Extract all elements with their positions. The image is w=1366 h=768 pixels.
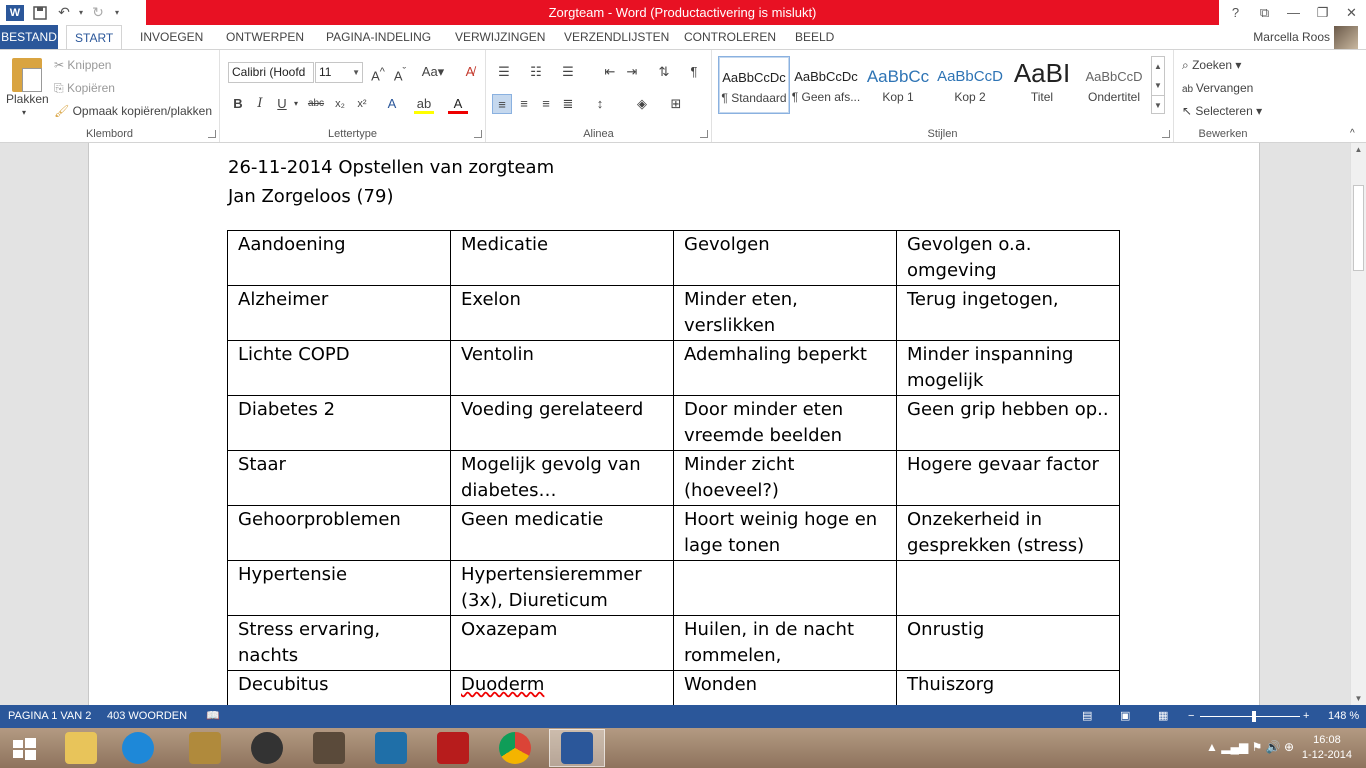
line-spacing-icon[interactable]: ↕	[596, 96, 604, 111]
word-count[interactable]: 403 WOORDEN	[107, 710, 188, 722]
table-cell[interactable]: Hypertensie	[228, 561, 451, 616]
table-cell[interactable]: Minder eten, verslikken	[674, 286, 897, 341]
paragraph-launcher-icon[interactable]	[700, 130, 708, 138]
copy-button[interactable]: ⎘ Kopiëren	[54, 81, 115, 95]
table-cell[interactable]: Decubitus	[228, 671, 451, 706]
change-case-icon[interactable]: Aa▾	[421, 64, 445, 79]
text-effects-icon[interactable]: A	[387, 96, 397, 111]
find-button[interactable]: ⌕ Zoeken ▾	[1182, 58, 1242, 72]
binoculars-icon: ⌕	[1182, 58, 1193, 72]
more-styles-icon[interactable]: ▼	[1152, 95, 1164, 115]
avatar[interactable]	[1334, 26, 1358, 49]
shrink-font-icon[interactable]: $A^ˇ$	[393, 66, 407, 84]
clipboard-group	[0, 50, 220, 142]
decrease-indent-icon[interactable]: ⇤	[604, 64, 616, 79]
internet-explorer-icon[interactable]	[122, 732, 154, 764]
table-cell[interactable]: Hoort weinig hoge en lage tonen	[674, 506, 897, 561]
style-titel[interactable]: AaBI Titel	[1013, 60, 1071, 104]
table-cell[interactable]: Staar	[228, 451, 451, 506]
style-geen-afstand[interactable]: AaBbCcDc ¶ Geen afs...	[791, 69, 861, 104]
chevron-down-icon[interactable]: ▼	[1154, 81, 1162, 90]
print-layout-icon[interactable]: ▣	[1120, 710, 1131, 722]
table-cell[interactable]: Stress ervaring, nachts	[228, 616, 451, 671]
document-area	[0, 143, 1350, 705]
table-cell[interactable]: Onzekerheid in gesprekken (stress)	[897, 506, 1120, 561]
volume-icon[interactable]: 🔊	[1265, 740, 1284, 754]
table-row	[228, 286, 1120, 341]
borders-icon[interactable]: ⊞	[670, 96, 682, 111]
document-page[interactable]	[88, 143, 1260, 705]
page-count[interactable]: PAGINA 1 VAN 2	[8, 710, 92, 722]
scroll-thumb[interactable]	[1353, 185, 1364, 271]
read-mode-icon[interactable]: ▤	[1082, 710, 1093, 722]
table-cell[interactable]: Onrustig	[897, 616, 1120, 671]
close-button[interactable]: ✕	[1346, 5, 1357, 20]
underline-icon[interactable]: U	[277, 96, 287, 111]
tray-arrow-icon[interactable]: ▲	[1206, 740, 1222, 754]
table-cell[interactable]: Hogere gevaar factor	[897, 451, 1120, 506]
ribbon	[0, 49, 1366, 143]
app-icon-1[interactable]	[189, 732, 221, 764]
table-row	[228, 671, 1120, 706]
tab-bestand[interactable]: BESTAND	[0, 25, 58, 49]
table-cell[interactable]: Gehoorproblemen	[228, 506, 451, 561]
editing-label: Bewerken	[1198, 128, 1248, 140]
zoom-level[interactable]: 148 %	[1328, 710, 1360, 722]
table-cell[interactable]: Door minder eten vreemde beelden	[674, 396, 897, 451]
clear-formatting-icon[interactable]: A̸	[465, 64, 475, 79]
table-cell[interactable]: Ademhaling beperkt	[674, 341, 897, 396]
font-color-icon[interactable]: A	[448, 94, 468, 114]
subscript-icon[interactable]: x₂	[335, 98, 345, 110]
scroll-up-icon[interactable]: ▲	[1354, 145, 1363, 154]
table-cell[interactable]: Huilen, in de nacht rommelen,	[674, 616, 897, 671]
format-painter-button[interactable]: 🖌 Opmaak kopiëren/plakken	[54, 104, 212, 118]
tab-pagina-indeling[interactable]: PAGINA-INDELING	[326, 30, 432, 44]
table-row	[228, 231, 1120, 286]
word-taskbar-icon[interactable]	[561, 732, 593, 764]
cursor-icon: ↖	[1182, 104, 1196, 118]
paragraph-label: Alinea	[583, 128, 614, 140]
styles-label: Stijlen	[927, 128, 958, 140]
zoom-slider[interactable]	[1200, 716, 1300, 717]
paste-dropdown-icon[interactable]: ▾	[22, 108, 27, 117]
clipboard-launcher-icon[interactable]	[208, 130, 216, 138]
select-button[interactable]: ↖ Selecteren ▾	[1182, 104, 1263, 118]
misspelled-word[interactable]: Duoderm	[461, 674, 545, 695]
settings-app-icon[interactable]	[375, 732, 407, 764]
table-cell[interactable]: Alzheimer	[228, 286, 451, 341]
table-cell[interactable]: Medicatie	[451, 231, 674, 286]
table-cell[interactable]: Aandoening	[228, 231, 451, 286]
tab-controleren[interactable]: CONTROLEREN	[684, 30, 777, 44]
copy-icon: ⎘	[54, 81, 67, 95]
table-cell[interactable]: Geen grip hebben op..	[897, 396, 1120, 451]
vertical-scrollbar[interactable]	[1350, 143, 1366, 705]
table-row	[228, 451, 1120, 506]
strikethrough-icon[interactable]: abc	[307, 98, 325, 109]
align-left-icon[interactable]: ≡	[492, 94, 512, 114]
editing-group	[1174, 50, 1272, 142]
undo-dropdown-icon[interactable]: ▾	[78, 8, 83, 17]
table-cell[interactable]: Hypertensieremmer (3x), Diureticum	[451, 561, 674, 616]
tab-beeld[interactable]: BEELD	[795, 30, 835, 44]
multilevel-list-icon[interactable]: ☰	[562, 64, 574, 79]
table-cell[interactable]: Gevolgen	[674, 231, 897, 286]
doc-heading-line[interactable]: 26-11-2014 Opstellen van zorgteam	[228, 157, 555, 178]
tab-verzendlijsten[interactable]: VERZENDLIJSTEN	[564, 30, 670, 44]
font-label: Lettertype	[328, 128, 377, 140]
clipboard-label: Klembord	[85, 128, 134, 140]
table-cell[interactable]	[897, 561, 1120, 616]
ribbon-display-button[interactable]: ⧉	[1259, 5, 1270, 20]
highlight-icon[interactable]: ab	[414, 94, 434, 114]
zoom-in-button[interactable]: +	[1303, 710, 1310, 722]
proofing-icon[interactable]: 📖	[206, 710, 220, 722]
underline-dropdown-icon[interactable]: ▾	[293, 99, 298, 108]
table-cell[interactable]: Diabetes 2	[228, 396, 451, 451]
table-cell[interactable]: Oxazepam	[451, 616, 674, 671]
tab-start[interactable]: START	[66, 25, 122, 50]
customize-qat-icon[interactable]: ▾	[114, 8, 119, 17]
table-cell[interactable]: Minder zicht (hoeveel?)	[674, 451, 897, 506]
replace-icon: ab	[1182, 84, 1196, 95]
chevron-down-icon: ▼	[352, 68, 360, 77]
window-controls	[1221, 0, 1366, 25]
title-bar	[0, 0, 1366, 25]
table-cell[interactable]	[674, 561, 897, 616]
doc-patient-line[interactable]: Jan Zorgeloos (79)	[228, 186, 394, 207]
align-right-icon[interactable]: ≡	[542, 96, 550, 111]
paste-icon[interactable]	[12, 58, 42, 92]
clock[interactable]	[1302, 733, 1352, 763]
tab-invoegen[interactable]: INVOEGEN	[140, 30, 204, 44]
taskbar	[0, 728, 1366, 768]
cut-button[interactable]: ✂ Knippen	[54, 58, 112, 72]
style-kop-2[interactable]: AaBbCcD Kop 2	[937, 68, 1003, 104]
start-icon[interactable]	[8, 732, 40, 764]
tab-verwijzingen[interactable]: VERWIJZINGEN	[455, 30, 546, 44]
user-name[interactable]: Marcella Roos	[1253, 30, 1330, 44]
font-size-combo[interactable]: 11 ▼	[315, 62, 363, 83]
table-cell[interactable]: Ventolin	[451, 341, 674, 396]
scissors-icon: ✂	[54, 58, 68, 72]
speaker-app-icon[interactable]	[251, 732, 283, 764]
align-center-icon[interactable]: ≡	[520, 96, 528, 111]
style-kop-1[interactable]: AaBbCc Kop 1	[866, 67, 930, 104]
status-bar	[0, 705, 1366, 728]
save-icon[interactable]	[28, 2, 52, 24]
numbering-icon[interactable]: ☷	[530, 64, 542, 79]
styles-launcher-icon[interactable]	[1162, 130, 1170, 138]
table-cell[interactable]: Mogelijk gevolg van diabetes…	[451, 451, 674, 506]
table-row	[228, 616, 1120, 671]
minimize-button[interactable]: —	[1287, 5, 1300, 20]
table-cell[interactable]: Voeding gerelateerd	[451, 396, 674, 451]
flag-icon[interactable]: ⚑	[1251, 740, 1266, 754]
replace-button[interactable]: ab Vervangen	[1182, 81, 1254, 95]
web-layout-icon[interactable]: ▦	[1158, 710, 1169, 722]
system-tray	[1206, 740, 1294, 754]
table-cell[interactable]: Lichte COPD	[228, 341, 451, 396]
quick-access-toolbar	[0, 0, 124, 25]
table-cell[interactable]: Wonden	[674, 671, 897, 706]
font-launcher-icon[interactable]	[474, 130, 482, 138]
table-row	[228, 396, 1120, 451]
signal-icon[interactable]: ▂▄▆	[1221, 740, 1252, 754]
style-ondertitel[interactable]: AaBbCcD Ondertitel	[1085, 69, 1143, 104]
italic-icon[interactable]: I	[257, 96, 263, 111]
redo-icon[interactable]: ↻	[92, 4, 104, 20]
paragraph-group	[486, 50, 712, 142]
chrome-icon[interactable]	[499, 732, 531, 764]
power-app-icon[interactable]	[437, 732, 469, 764]
style-standaard[interactable]: AaBbCcDc ¶ Standaard	[718, 56, 790, 114]
show-marks-icon[interactable]: ¶	[690, 64, 698, 79]
table-row	[228, 561, 1120, 616]
zoom-slider-thumb[interactable]	[1252, 711, 1256, 722]
brush-icon: 🖌	[54, 104, 70, 118]
table-row	[228, 506, 1120, 561]
table-cell[interactable]: Thuiszorg	[897, 671, 1120, 706]
styles-gallery	[716, 56, 1152, 114]
scroll-down-icon[interactable]: ▼	[1354, 694, 1363, 703]
bullets-icon[interactable]: ☰	[498, 64, 510, 79]
table-cell[interactable]: Exelon	[451, 286, 674, 341]
justify-icon[interactable]: ≣	[562, 96, 574, 111]
explorer-icon[interactable]	[65, 732, 97, 764]
increase-indent-icon[interactable]: ⇥	[626, 64, 638, 79]
help-button[interactable]: ?	[1231, 5, 1240, 20]
clock-time: 16:08	[1313, 734, 1341, 746]
paste-button[interactable]: Plakken	[6, 92, 49, 106]
restore-button[interactable]: ❐	[1316, 5, 1329, 20]
zoom-out-button[interactable]: −	[1188, 710, 1195, 722]
superscript-icon[interactable]: x²	[357, 98, 367, 110]
grow-font-icon[interactable]: A^	[371, 66, 385, 84]
sort-icon[interactable]: ⇅	[658, 64, 670, 79]
table-row	[228, 341, 1120, 396]
chevron-up-icon[interactable]: ▲	[1154, 62, 1162, 71]
doc-app-icon[interactable]	[313, 732, 345, 764]
undo-icon[interactable]: ↶	[58, 4, 70, 20]
care-table[interactable]	[227, 230, 1120, 705]
ribbon-tabs	[0, 25, 1366, 49]
shading-icon[interactable]: ◈	[637, 96, 647, 111]
table-cell[interactable]: Gevolgen o.a. omgeving	[897, 231, 1120, 286]
styles-scroll[interactable]	[1151, 56, 1165, 114]
table-cell[interactable]: Minder inspanning mogelijk	[897, 341, 1120, 396]
window-title: Zorgteam - Word (Productactivering is mislukt)	[146, 0, 1219, 25]
table-cell[interactable]: Terug ingetogen,	[897, 286, 1120, 341]
tab-ontwerpen[interactable]: ONTWERPEN	[226, 30, 304, 44]
clock-date: 1-12-2014	[1301, 749, 1352, 761]
word-logo-icon[interactable]: W	[6, 5, 24, 21]
font-group	[220, 50, 486, 142]
collapse-ribbon-icon[interactable]: ^	[1350, 128, 1355, 139]
table-cell[interactable]	[451, 671, 674, 706]
font-name-combo[interactable]: Calibri (Hoofd	[228, 62, 314, 83]
bold-icon[interactable]: B	[233, 96, 243, 111]
table-cell[interactable]: Geen medicatie	[451, 506, 674, 561]
network-icon[interactable]: ⊕	[1283, 740, 1294, 754]
